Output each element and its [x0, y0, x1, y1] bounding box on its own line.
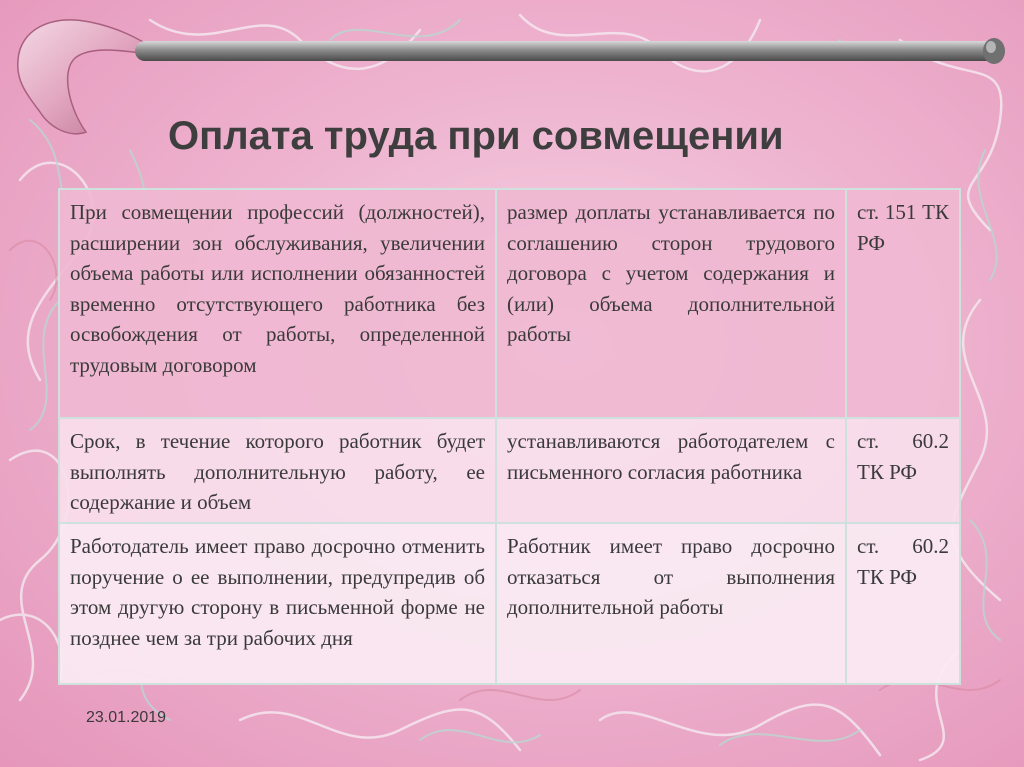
table-row	[59, 189, 960, 418]
table-cell-article: ст. 60.2 ТК РФ	[846, 418, 960, 523]
table-cell-rule: Работник имеет право досрочно отказаться от выполнения дополнительной работы	[496, 523, 846, 684]
slide-title: Оплата труда при совмещении	[168, 114, 784, 158]
table-cell-condition: При совмещении профессий (должностей), расширении зон обслуживания, увеличении объема работы или исполнении обязанностей временно отсутствующего работника без освобождения от работы, определенной трудовым договором	[59, 189, 496, 418]
table-row	[59, 523, 960, 684]
table-cell-rule: устанавливаются работодателем с письменного согласия работника	[496, 418, 846, 523]
table-cell-article: ст. 60.2 ТК РФ	[846, 523, 960, 684]
boomerang-icon	[18, 20, 150, 134]
table-row	[59, 418, 960, 523]
table-cell-condition: Срок, в течение которого работник будет выполнять дополнительную работу, ее содержание и объем	[59, 418, 496, 523]
table-cell-rule: размер доплаты устанавливается по соглашению сторон трудового договора с учетом содержания и (или) объема дополнительной работы	[496, 189, 846, 418]
table-cell-article: ст. 151 ТК РФ	[846, 189, 960, 418]
payment-table	[58, 188, 959, 685]
table-cell-condition: Работодатель имеет право досрочно отменить поручение о ее выполнении, предупредив об этом другую сторону в письменной форме не позднее чем за три рабочих дня	[59, 523, 496, 684]
slide-date: 23.01.2019	[86, 709, 167, 726]
